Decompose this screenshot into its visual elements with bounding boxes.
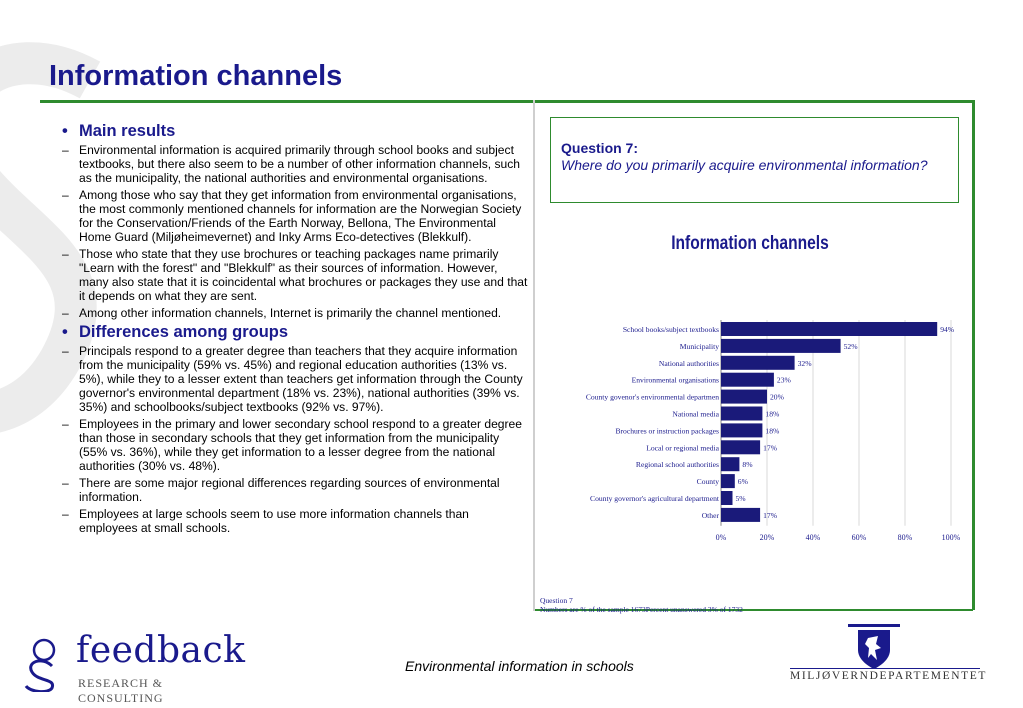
coat-of-arms-icon	[848, 624, 900, 672]
bar-chart	[540, 315, 970, 547]
bullet-differences: • Differences among groups	[62, 323, 289, 341]
x-tick-label: 100%	[941, 532, 961, 542]
data-label: 32%	[797, 358, 812, 368]
list-item: – Employees at large schools seem to use more information channels than employees at small schools.	[62, 507, 469, 535]
category-label: County	[696, 477, 719, 487]
feedback-logo	[22, 630, 252, 705]
data-label: 6%	[737, 477, 748, 487]
bar	[721, 390, 767, 404]
feedback-s-icon	[22, 636, 72, 692]
question-label: Question 7:	[561, 140, 639, 156]
feedback-wordmark: feedback	[76, 630, 246, 671]
category-label: National authorities	[658, 358, 719, 368]
x-tick-label: 80%	[897, 532, 913, 542]
category-label: County govenor's environmental departmen	[585, 392, 719, 402]
ministry-name: MILJØVERNDEPARTEMENTET	[790, 670, 987, 682]
bar	[721, 491, 733, 505]
category-label: Regional school authorities	[635, 460, 719, 470]
x-tick-label: 60%	[851, 532, 867, 542]
data-label: 23%	[776, 375, 791, 385]
category-label: Municipality	[679, 341, 719, 351]
page-title: Information channels	[49, 60, 343, 92]
right-divider	[972, 100, 975, 610]
data-label: 52%	[843, 341, 858, 351]
category-label: County governor's agricultural department	[590, 494, 719, 503]
bar	[721, 440, 760, 454]
chart-footnote-numbers: Numbers are % of the sample 1673Percent unanswered 3% of 1732	[540, 605, 743, 614]
data-label: 20%	[770, 392, 784, 402]
data-label: 5%	[735, 494, 746, 503]
bar	[721, 457, 739, 471]
bar	[721, 373, 774, 387]
bullet-main-results: • Main results	[62, 122, 176, 140]
ministry-logo	[790, 624, 987, 694]
middle-divider	[533, 100, 535, 611]
bar	[721, 508, 760, 522]
list-item: – Environmental information is acquired primarily through school books and subject textbooks, but there also seem to be a number of other information channels, such as the municipality, the national authorities and environmental organisations.	[62, 143, 521, 185]
chart-title: Information channels	[671, 233, 829, 254]
bar	[721, 356, 795, 370]
list-item: – There are some major regional differences regarding sources of environmental information.	[62, 476, 500, 504]
x-tick-label: 40%	[805, 532, 821, 542]
results-text	[62, 122, 530, 538]
bar	[721, 423, 762, 437]
data-label: 18%	[765, 409, 780, 419]
x-tick-label: 20%	[759, 532, 775, 542]
bar	[721, 322, 937, 336]
list-item: – Principals respond to a greater degree than teachers that they acquire information from the municipality (59% vs. 45%) and regional education authorities (13% vs. 5%), while they to a lesser extent than teachers get information through the County governor's environmental department (18% vs. 23%), national authorities (39% vs. 35%) and schoolbooks/subject textbooks (92% vs. 97%).	[62, 344, 523, 414]
question-text: Where do you primarily acquire environmental information?	[561, 157, 928, 173]
feedback-subtitle: RESEARCH & CONSULTING	[78, 676, 164, 705]
category-label: National media	[672, 409, 719, 419]
data-label: 8%	[742, 460, 753, 470]
question-box	[550, 117, 959, 203]
list-item: – Those who state that they use brochures or teaching packages name primarily "Learn with the forest" and "Blekkulf" as their sources of information. However, many also state that it is coincidental what brochures or packages they use and that it depends on what they are sent.	[62, 247, 528, 303]
category-label: Other	[701, 510, 719, 520]
bar	[721, 407, 762, 421]
category-label: Brochures or instruction packages	[615, 426, 719, 436]
list-item: – Employees in the primary and lower secondary school respond to a greater degree than those in secondary schools that they get information from the municipality (55% vs. 36%), while they get information to a lesser degree from the national authorities (30% vs. 48%).	[62, 417, 523, 473]
top-divider	[40, 100, 974, 103]
list-item: – Among those who say that they get information from environmental organisations, the most commonly mentioned channels for information are the Norwegian Society for the Conservation/Friends of the Earth Norway, Bellona, The Environmental Home Guard (Miljøheimevernet) and Inky Arms Eco-detectives (Blekkulf).	[62, 188, 522, 244]
ministry-rule	[790, 668, 980, 669]
category-label: Environmental organisations	[631, 375, 719, 385]
data-label: 17%	[763, 510, 778, 520]
category-label: School books/subject textbooks	[622, 325, 719, 334]
bar	[721, 339, 841, 353]
data-label: 17%	[763, 443, 778, 453]
data-label: 18%	[765, 426, 780, 436]
bar	[721, 474, 735, 488]
list-item: – Among other information channels, Internet is primarily the channel mentioned.	[62, 306, 502, 320]
x-tick-label: 0%	[715, 532, 727, 542]
category-label: Local or regional media	[646, 443, 719, 453]
chart-footnote-question: Question 7	[540, 596, 573, 605]
footer-text: Environmental information in schools	[405, 658, 634, 674]
data-label: 94%	[940, 325, 955, 334]
